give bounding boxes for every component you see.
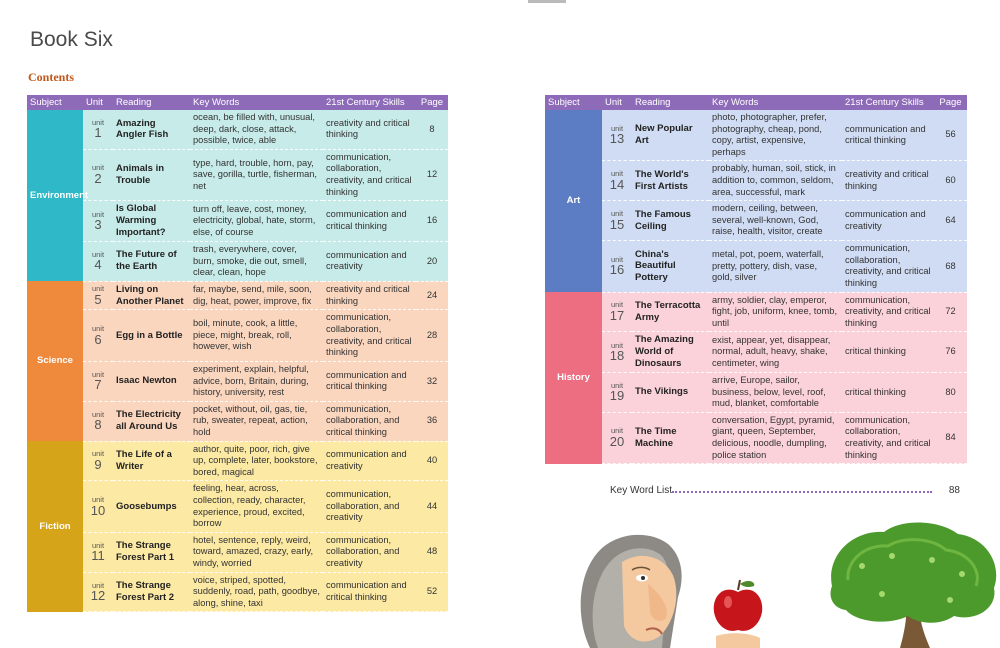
reading-title: Amazing Angler Fish — [113, 110, 190, 149]
unit-number: 6 — [94, 331, 102, 347]
skills: creativity and critical thinking — [842, 161, 934, 201]
page-number: 84 — [934, 412, 967, 463]
skills: communication and creativity — [323, 441, 416, 481]
unit-word: unit — [91, 540, 105, 550]
unit-cell — [602, 110, 632, 161]
table-row — [27, 401, 448, 441]
skills: communication, collaboration, creativity, and critical thinking — [323, 149, 416, 200]
unit-number: 12 — [90, 588, 106, 603]
unit-word: unit — [91, 324, 105, 334]
key-words: feeling, hear, across, collection, ready, character, experience, proud, excited, borrow — [190, 481, 323, 532]
table-row — [545, 110, 967, 161]
unit-word: unit — [610, 340, 624, 350]
unit-number: 17 — [609, 307, 625, 323]
page-number: 72 — [934, 292, 967, 332]
page-number: 12 — [416, 149, 448, 200]
reading-title: The Future of the Earth — [113, 241, 190, 281]
skills: communication, collaboration, and creativity — [323, 481, 416, 532]
page-number: 24 — [416, 281, 448, 310]
key-words: probably, human, soil, stick, in addition to, common, seldom, area, successful, mark — [709, 161, 842, 201]
page-number: 48 — [416, 532, 448, 572]
table-row — [545, 332, 967, 373]
header-unit: Unit — [83, 95, 113, 110]
table-row — [545, 292, 967, 332]
skills: communication, collaboration, creativity, and critical thinking — [842, 412, 934, 463]
key-words: army, soldier, clay, emperor, fight, job, uniform, knee, tomb, until — [709, 292, 842, 332]
page-number: 16 — [416, 201, 448, 242]
table-row — [545, 201, 967, 241]
key-words: hotel, sentence, reply, weird, toward, amazed, crazy, early, windy, worried — [190, 532, 323, 572]
unit-word: unit — [610, 209, 624, 219]
unit-cell — [602, 332, 632, 373]
table-row — [27, 281, 448, 310]
dot-leader — [672, 491, 932, 493]
reading-title: Goosebumps — [113, 481, 190, 532]
unit-number: 16 — [609, 262, 625, 278]
unit-number: 20 — [609, 433, 625, 449]
newton-illustration — [570, 522, 720, 648]
key-words: author, quite, poor, rich, give up, complete, later, bookstore, bored, magical — [190, 441, 323, 481]
table-row — [27, 361, 448, 401]
unit-number: 9 — [94, 456, 102, 472]
subject-cell: Environment — [27, 110, 83, 281]
subject-cell: History — [545, 292, 602, 464]
subject-cell: Fiction — [27, 441, 83, 612]
header-reading: Reading — [113, 95, 190, 110]
table-header-row — [27, 95, 448, 110]
key-words: voice, striped, spotted, suddenly, road, path, goodbye, along, shine, taxi — [190, 572, 323, 612]
unit-word: unit — [610, 380, 624, 390]
page-number: 76 — [934, 332, 967, 373]
reading-title: The Life of a Writer — [113, 441, 190, 481]
unit-word: unit — [610, 169, 624, 179]
header-reading: Reading — [632, 95, 709, 110]
table-row — [27, 149, 448, 200]
contents-heading: Contents — [28, 70, 75, 84]
unit-number: 1 — [94, 125, 102, 141]
subject-cell: Science — [27, 281, 83, 441]
table-row — [27, 241, 448, 281]
skills: critical thinking — [842, 372, 934, 412]
header-key-words: Key Words — [709, 95, 842, 110]
reading-title: The Famous Ceiling — [632, 201, 709, 241]
table-row — [27, 110, 448, 149]
reading-title: Living on Another Planet — [113, 281, 190, 310]
page-number: 68 — [934, 241, 967, 292]
apple-tree-illustration — [822, 516, 1000, 648]
book-title: Book Six — [30, 28, 113, 51]
unit-number: 11 — [91, 548, 105, 564]
skills: creativity and critical thinking — [323, 110, 416, 149]
header-key-words: Key Words — [190, 95, 323, 110]
table-row — [27, 532, 448, 572]
unit-cell — [83, 572, 113, 612]
reading-title: China's Beautiful Pottery — [632, 241, 709, 292]
reading-title: The Strange Forest Part 1 — [113, 532, 190, 572]
unit-number: 7 — [94, 377, 102, 393]
skills: communication and critical thinking — [323, 572, 416, 612]
key-word-list-entry — [610, 485, 960, 499]
skills: communication, collaboration, creativity, and critical thinking — [323, 310, 416, 361]
unit-number: 14 — [609, 176, 625, 192]
unit-word: unit — [91, 369, 105, 379]
unit-cell — [602, 412, 632, 463]
key-words: metal, pot, poem, waterfall, pretty, pottery, dish, vase, gold, silver — [709, 241, 842, 292]
reading-title: The Time Machine — [632, 412, 709, 463]
unit-number: 15 — [609, 216, 625, 232]
page-number: 52 — [416, 572, 448, 612]
header-subject: Subject — [545, 95, 602, 110]
skills: communication and creativity — [842, 201, 934, 241]
key-word-list-page: 88 — [948, 485, 960, 496]
reading-title: The Amazing World of Dinosaurs — [632, 332, 709, 373]
key-words: turn off, leave, cost, money, electricity, global, hate, storm, else, of course — [190, 201, 323, 242]
unit-word: unit — [91, 580, 105, 590]
reading-title: The Vikings — [632, 372, 709, 412]
header-page: Page — [416, 95, 448, 110]
unit-word: unit — [91, 449, 105, 459]
key-words: far, maybe, send, mile, soon, dig, heat, power, improve, fix — [190, 281, 323, 310]
key-words: ocean, be filled with, unusual, deep, dark, close, attack, possible, twice, able — [190, 110, 323, 149]
page-number: 28 — [416, 310, 448, 361]
table-row — [545, 161, 967, 201]
unit-cell — [83, 201, 113, 242]
unit-word: unit — [91, 409, 105, 419]
skills: communication and creativity — [323, 241, 416, 281]
unit-word: unit — [610, 123, 624, 133]
unit-cell — [602, 161, 632, 201]
unit-word: unit — [610, 254, 624, 264]
key-words: pocket, without, oil, gas, tie, rub, sweater, repeat, action, hold — [190, 401, 323, 441]
skills: communication and critical thinking — [323, 201, 416, 242]
skills: communication, collaboration, and creativity — [323, 532, 416, 572]
unit-number: 5 — [94, 291, 102, 307]
unit-number: 3 — [94, 217, 102, 232]
unit-cell — [602, 292, 632, 332]
skills: communication, collaboration, creativity, and critical thinking — [842, 241, 934, 292]
table-row — [27, 310, 448, 361]
key-words: conversation, Egypt, pyramid, giant, queen, September, delicious, noodle, dumpling, police station — [709, 412, 842, 463]
unit-cell — [83, 241, 113, 281]
unit-number: 8 — [94, 417, 102, 433]
table-row — [545, 372, 967, 412]
page-top-mark — [528, 0, 566, 3]
key-words: modern, ceiling, between, several, well-known, God, raise, health, visitor, create — [709, 201, 842, 241]
page-number: 20 — [416, 241, 448, 281]
page-number: 60 — [934, 161, 967, 201]
key-words: type, hard, trouble, horn, pay, save, gorilla, turtle, fisherman, net — [190, 149, 323, 200]
key-words: photo, photographer, prefer, photography, cheap, pond, copy, artist, expensive, perhaps — [709, 110, 842, 161]
key-words: exist, appear, yet, disappear, normal, adult, heavy, shake, centimeter, wing — [709, 332, 842, 373]
header-skills: 21st Century Skills — [842, 95, 934, 110]
reading-title: The Strange Forest Part 2 — [113, 572, 190, 612]
subject-cell: Art — [545, 110, 602, 292]
unit-word: unit — [91, 284, 105, 294]
reading-title: The Terracotta Army — [632, 292, 709, 332]
page-number: 56 — [934, 110, 967, 161]
page-number: 32 — [416, 361, 448, 401]
unit-number: 2 — [94, 170, 102, 186]
key-words: arrive, Europe, sailor, business, below, level, roof, mud, blanket, comfortable — [709, 372, 842, 412]
unit-cell — [83, 281, 113, 310]
page-number: 44 — [416, 481, 448, 532]
header-page: Page — [934, 95, 967, 110]
unit-word: unit — [91, 209, 105, 219]
unit-word: unit — [610, 426, 624, 436]
unit-cell — [83, 310, 113, 361]
unit-word: unit — [91, 163, 105, 173]
unit-cell — [602, 201, 632, 241]
reading-title: New Popular Art — [632, 110, 709, 161]
unit-word: unit — [91, 117, 105, 127]
key-words: experiment, explain, helpful, advice, born, Britain, during, history, university, rest — [190, 361, 323, 401]
table-row — [545, 241, 967, 292]
header-unit: Unit — [602, 95, 632, 110]
skills: communication and critical thinking — [842, 110, 934, 161]
page-number: 80 — [934, 372, 967, 412]
table-header-row — [545, 95, 967, 110]
unit-number: 10 — [90, 502, 106, 518]
reading-title: The Electricity all Around Us — [113, 401, 190, 441]
reading-title: Egg in a Bottle — [113, 310, 190, 361]
reading-title: Isaac Newton — [113, 361, 190, 401]
page-number: 64 — [934, 201, 967, 241]
skills: communication, collaboration, and critical thinking — [323, 401, 416, 441]
unit-number: 13 — [609, 131, 625, 147]
contents-table-left — [27, 95, 448, 612]
unit-cell — [83, 110, 113, 149]
unit-cell — [83, 401, 113, 441]
table-row — [545, 412, 967, 463]
skills: creativity and critical thinking — [323, 281, 416, 310]
reading-title: Is Global Warming Important? — [113, 201, 190, 242]
table-row — [27, 572, 448, 612]
red-apple-illustration — [708, 578, 768, 648]
page-number: 36 — [416, 401, 448, 441]
key-words: boil, minute, cook, a little, piece, might, break, roll, however, wish — [190, 310, 323, 361]
reading-title: Animals in Trouble — [113, 149, 190, 200]
unit-number: 4 — [94, 257, 102, 273]
unit-cell — [83, 481, 113, 532]
unit-word: unit — [91, 249, 105, 259]
unit-cell — [602, 372, 632, 412]
table-row — [27, 441, 448, 481]
unit-word: unit — [610, 300, 624, 310]
unit-number: 19 — [609, 388, 625, 404]
unit-number: 18 — [609, 348, 625, 364]
unit-cell — [83, 361, 113, 401]
skills: critical thinking — [842, 332, 934, 373]
unit-cell — [83, 441, 113, 481]
key-words: trash, everywhere, cover, burn, smoke, die out, smell, clear, clean, hope — [190, 241, 323, 281]
header-subject: Subject — [27, 95, 83, 110]
reading-title: The World's First Artists — [632, 161, 709, 201]
table-row — [27, 481, 448, 532]
page-number: 40 — [416, 441, 448, 481]
table-row — [27, 201, 448, 242]
key-word-list-label: Key Word List — [610, 485, 673, 496]
contents-table-right — [545, 95, 967, 464]
header-skills: 21st Century Skills — [323, 95, 416, 110]
skills: communication, creativity, and critical thinking — [842, 292, 934, 332]
unit-word: unit — [91, 495, 105, 505]
unit-cell — [83, 532, 113, 572]
unit-cell — [602, 241, 632, 292]
page-number: 8 — [416, 110, 448, 149]
skills: communication and critical thinking — [323, 361, 416, 401]
